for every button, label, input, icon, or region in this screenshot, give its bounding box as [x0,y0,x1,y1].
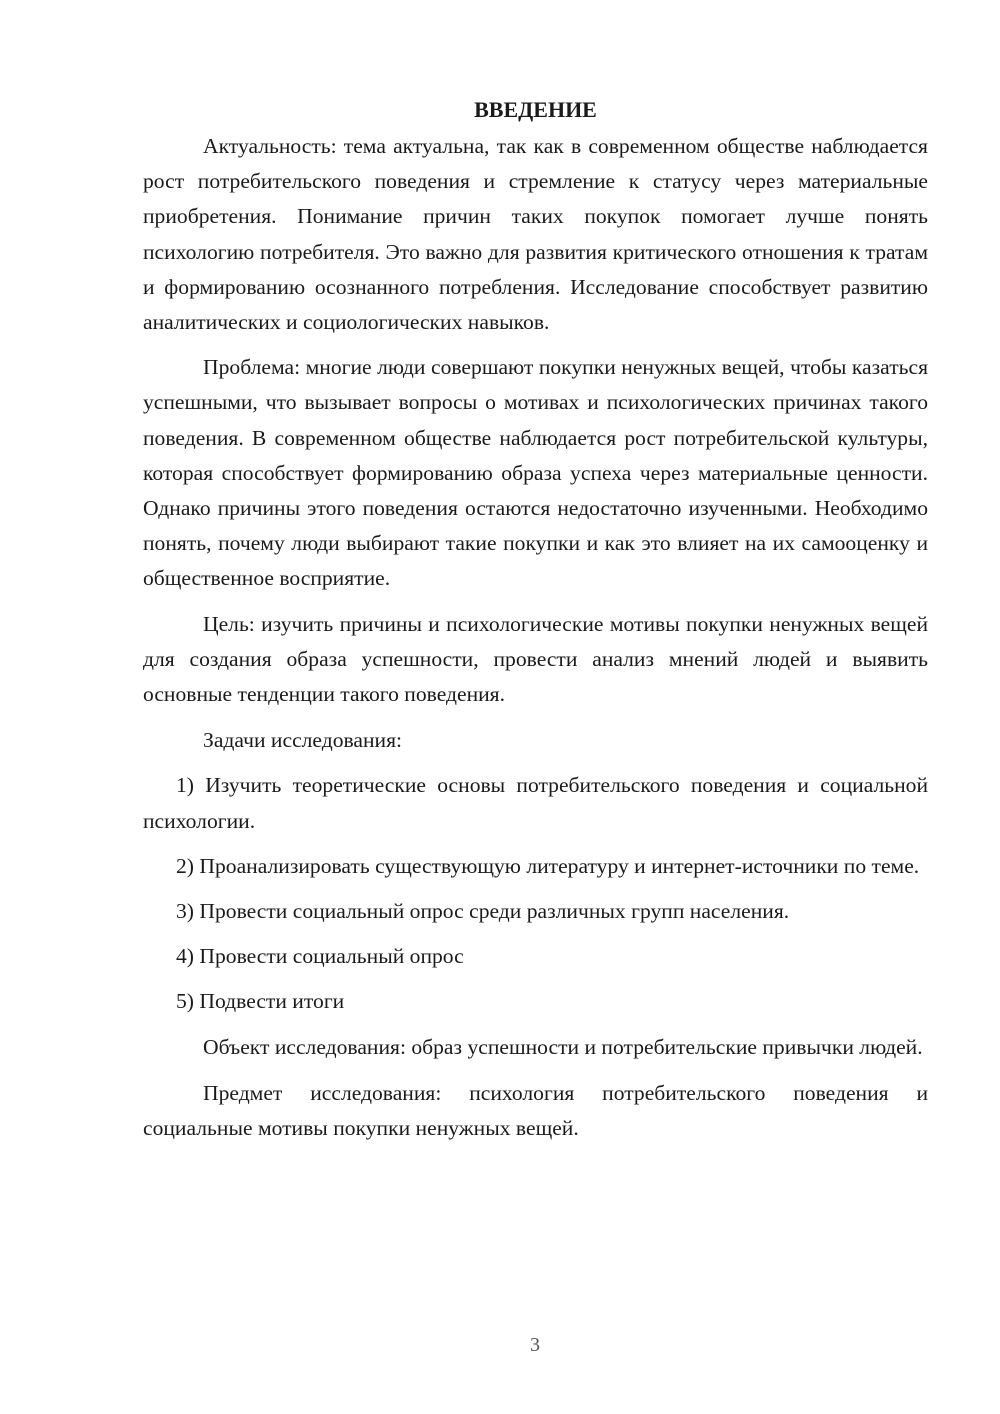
tasks-heading: Задачи исследования: [203,728,403,753]
task-item-4: 4) Провести социальный опрос [176,944,464,969]
paragraph-problem: Проблема: многие люди совершают покупки ненужных вещей, чтобы казаться успешными, что вызывает вопросы о мотивах и психологических причинах такого поведения. В современном обществе наблюдается рост потребительской культуры, которая способствует формированию образа успеха через материальные ценности. Однако причины этого поведения остаются недостаточно изученными. Необходимо понять, почему люди выбирают такие покупки и как это влияет на их самооценку и общественное восприятие. [143,355,928,591]
task-item-1: 1) Изучить теоретические основы потребительского поведения и социальной психологии. [143,773,928,833]
task-item-2: 2) Проанализировать существующую литературу и интернет-источники по теме. [176,853,920,878]
paragraph-relevance: Актуальность: тема актуальна, так как в современном обществе наблюдается рост потребительского поведения и стремление к статусу через материальные приобретения. Понимание причин таких покупок помогает лучше понять психологию потребителя. Это важно для развития критического отношения к тратам и формированию осознанного потребления. Исследование способствует развитию аналитических и социологических навыков. [143,134,928,335]
page-title: ВВЕДЕНИЕ [474,97,597,122]
document-page [143,93,928,1146]
paragraph-subject: Предмет исследования: психология потребительского поведения и социальные мотивы покупки ненужных вещей. [143,1080,928,1141]
task-item-5: 5) Подвести итоги [176,989,345,1014]
task-item-3: 3) Провести социальный опрос среди различных групп населения. [176,899,790,924]
page-number: 3 [530,1334,540,1356]
paragraph-object: Объект исследования: образ успешности и потребительские привычки людей. [203,1034,923,1059]
paragraph-goal: Цель: изучить причины и психологические мотивы покупки ненужных вещей для создания образа успешности, провести анализ мнений людей и выявить основные тенденции такого поведения. [143,611,928,707]
